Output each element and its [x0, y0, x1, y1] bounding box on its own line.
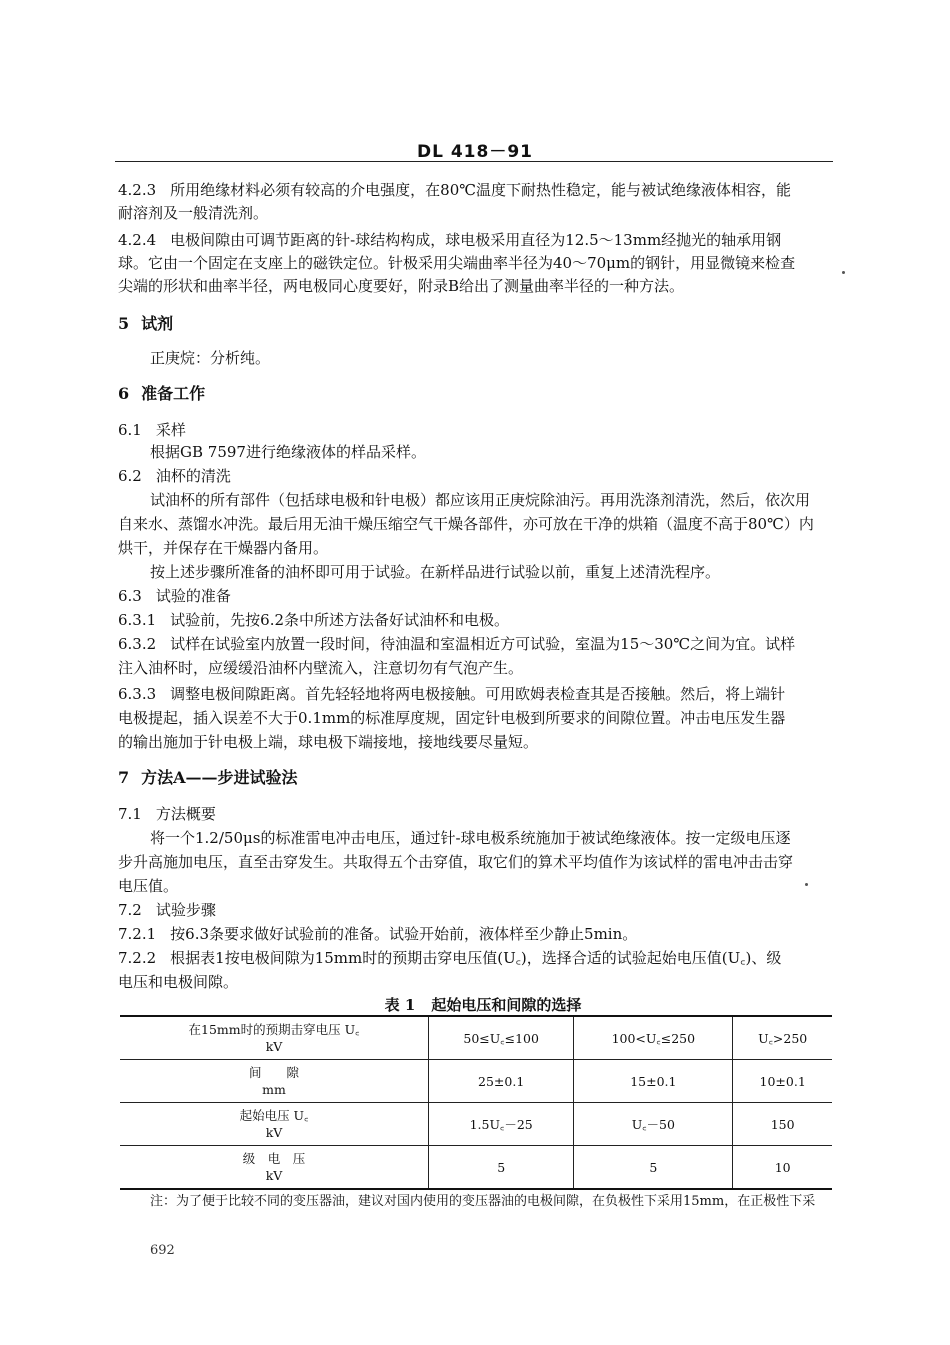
clause-6-2-line-3: 烘干，并保存在干燥器内备用。: [118, 539, 329, 557]
clause-6-2-line-1: 试油杯的所有部件（包括球电极和针电极）都应该用正庚烷除油污。再用洗涤剂清洗，然后，依次用: [150, 491, 811, 509]
table-cell: U꜀>250: [733, 1016, 832, 1060]
page-number: 692: [150, 1243, 175, 1258]
table-1: [120, 1015, 832, 1190]
clause-6-3-1: 6.3.1 试验前，先按6.2条中所述方法备好试油杯和电极。: [118, 611, 510, 629]
table-cell: 1.5U꜀－25: [429, 1103, 574, 1146]
table-cell: 15±0.1: [574, 1060, 733, 1103]
table-cell: 50≤U꜀≤100: [429, 1016, 574, 1060]
clause-7-2-2-line-1: 7.2.2 根据表1按电极间隙为15mm时的预期击穿电压值(U꜀)，选择合适的试验起始电压值(U꜀)、级: [118, 949, 782, 967]
row-label: 间 隙 mm: [120, 1060, 429, 1103]
row-label: 级 电 压 kV: [120, 1146, 429, 1190]
table-cell: 25±0.1: [429, 1060, 574, 1103]
section-5-heading: 5 试剂: [118, 314, 174, 333]
table-row: [120, 1060, 832, 1103]
clause-7-1-line-2: 步升高施加电压，直至击穿发生。共取得五个击穿值，取它们的算术平均值作为该试样的雷电冲击击穿: [118, 853, 794, 871]
table-row: [120, 1146, 832, 1190]
row-label: 起始电压 U꜀ kV: [120, 1103, 429, 1146]
table-cell: 10: [733, 1146, 832, 1190]
clause-7-1-heading: 7.1 方法概要: [118, 805, 216, 823]
clause-7-2-2-line-2: 电压和电极间隙。: [118, 973, 239, 991]
clause-6-2-line-2: 自来水、蒸馏水冲洗。最后用无油干燥压缩空气干燥各部件，亦可放在干净的烘箱（温度不高于80℃）内: [118, 515, 814, 533]
clause-6-3-3-line-1: 6.3.3 调整电极间隙距离。首先轻轻地将两电极接触。可用欧姆表检查其是否接触。然后，将上端针: [118, 685, 786, 703]
section-7-heading: 7 方法A——步进试验法: [118, 768, 298, 787]
clause-6-3-heading: 6.3 试验的准备: [118, 587, 231, 605]
table-cell: 5: [574, 1146, 733, 1190]
clause-7-1-line-3: 电压值。: [118, 877, 179, 895]
table-row: [120, 1016, 832, 1060]
clause-6-1-body: 根据GB 7597进行绝缘液体的样品采样。: [150, 443, 426, 461]
table-cell: 5: [429, 1146, 574, 1190]
scan-speck: [842, 271, 845, 274]
clause-4-2-4-line-1: 4.2.4 电极间隙由可调节距离的针-球结构构成，球电极采用直径为12.5～13mm经抛光的轴承用钢: [118, 231, 782, 249]
clause-4-2-4-line-2: 球。它由一个固定在支座上的磁铁定位。针极采用尖端曲率半径为40～70μm的钢针，用显微镜来检查: [118, 254, 796, 272]
table-cell: 100<U꜀≤250: [574, 1016, 733, 1060]
section-5-body: 正庚烷：分析纯。: [150, 349, 271, 367]
clause-6-1-heading: 6.1 采样: [118, 421, 186, 439]
clause-7-2-heading: 7.2 试验步骤: [118, 901, 216, 919]
table-cell: U꜀－50: [574, 1103, 733, 1146]
table-cell: 10±0.1: [733, 1060, 832, 1103]
row-label: 在15mm时的预期击穿电压 U꜀ kV: [120, 1016, 429, 1060]
header-rule: [115, 161, 833, 162]
clause-6-3-3-line-3: 的输出施加于针电极上端，球电极下端接地，接地线要尽量短。: [118, 733, 539, 751]
table-row: [120, 1103, 832, 1146]
clause-number: 4.2.3: [118, 181, 157, 199]
table-1-caption: 表 1 起始电压和间隙的选择: [384, 996, 582, 1014]
clause-6-3-3-line-2: 电极提起，插入误差不大于0.1mm的标准厚度规，固定针电极到所要求的间隙位置。冲击电压发生器: [118, 709, 786, 727]
clause-4-2-4-line-3: 尖端的形状和曲率半径，两电极同心度要好，附录B给出了测量曲率半径的一种方法。: [118, 277, 685, 295]
section-6-heading: 6 准备工作: [118, 384, 206, 403]
clause-7-1-line-1: 将一个1.2/50μs的标准雷电冲击电压，通过针-球电极系统施加于被试绝缘液体。按一定级电压逐: [150, 829, 791, 847]
clause-number: 4.2.4: [118, 231, 157, 249]
clause-6-3-2-line-1: 6.3.2 试样在试验室内放置一段时间，待油温和室温相近方可试验，室温为15～30℃之间为宜。试样: [118, 635, 796, 653]
clause-6-2-line-4: 按上述步骤所准备的油杯即可用于试验。在新样品进行试验以前，重复上述清洗程序。: [150, 563, 721, 581]
table-note: 注：为了便于比较不同的变压器油，建议对国内使用的变压器油的电极间隙，在负极性下采用15mm，在正极性下采: [150, 1194, 816, 1209]
clause-4-2-3-line-1: 4.2.3 所用绝缘材料必须有较高的介电强度，在80℃温度下耐热性稳定，能与被试绝缘液体相容，能: [118, 181, 792, 199]
scan-speck: [805, 883, 808, 886]
clause-4-2-3-line-2: 耐溶剂及一般清洗剂。: [118, 204, 269, 222]
clause-7-2-1: 7.2.1 按6.3条要求做好试验前的准备。试验开始前，液体样至少静止5min。: [118, 925, 638, 943]
clause-6-3-2-line-2: 注入油杯时，应缓缓沿油杯内壁流入，注意切勿有气泡产生。: [118, 659, 524, 677]
table-cell: 150: [733, 1103, 832, 1146]
clause-6-2-heading: 6.2 油杯的清洗: [118, 467, 231, 485]
document-code-header: DL 418－91: [416, 142, 533, 162]
